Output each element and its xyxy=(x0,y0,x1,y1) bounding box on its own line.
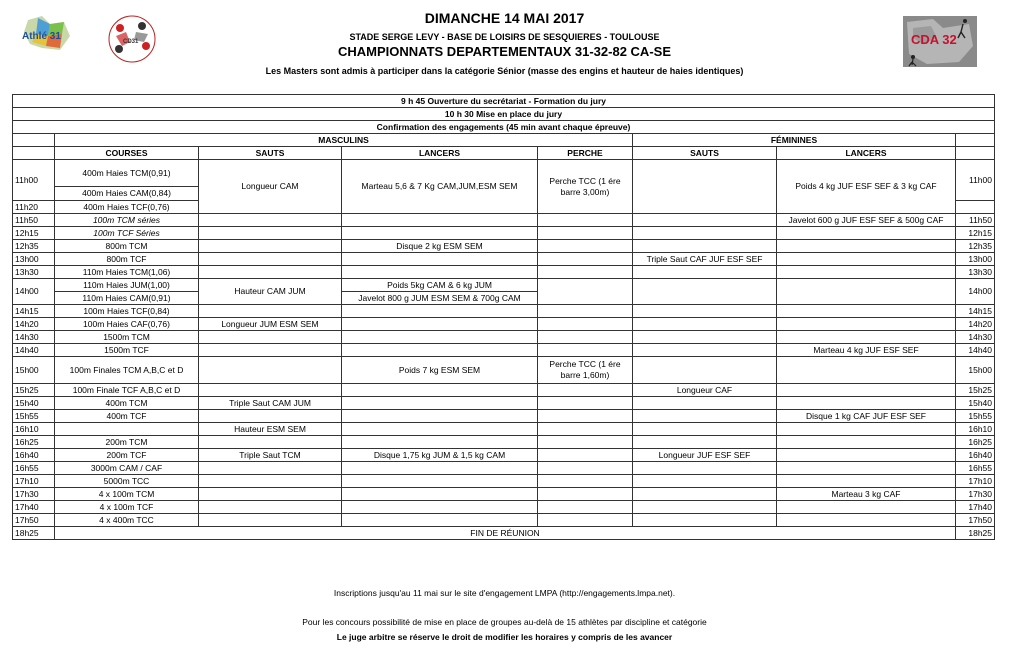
table-row xyxy=(13,240,995,253)
course-cell: 400m Haies TCM(0,91) xyxy=(55,160,199,187)
time-cell: 16h40 xyxy=(13,449,55,462)
time-cell-right: 16h10 xyxy=(956,423,995,436)
course-cell: 100m Haies TCF(0,84) xyxy=(55,305,199,318)
time-cell: 11h50 xyxy=(13,214,55,227)
col-m-lancers: LANCERS xyxy=(342,147,538,160)
time-cell: 15h40 xyxy=(13,397,55,410)
cd31-logo-text: CD31 xyxy=(123,39,139,45)
time-cell: 11h00 xyxy=(13,160,55,201)
time-cell: 14h20 xyxy=(13,318,55,331)
time-cell: 12h15 xyxy=(13,227,55,240)
time-cell-right: 14h00 xyxy=(956,279,995,305)
col-f-sauts: SAUTS xyxy=(633,147,777,160)
time-cell-right: 11h00 xyxy=(956,160,995,201)
table-row xyxy=(13,279,995,292)
col-f-lancers: LANCERS xyxy=(777,147,956,160)
col-m-sauts: SAUTS xyxy=(199,147,342,160)
time-cell: 15h25 xyxy=(13,384,55,397)
time-cell: 14h30 xyxy=(13,331,55,344)
table-row xyxy=(13,160,995,187)
preamble-jury: 10 h 30 Mise en place du jury xyxy=(13,108,995,121)
time-cell-right: 12h15 xyxy=(956,227,995,240)
cd31-logo xyxy=(106,14,158,64)
time-cell-right: 14h40 xyxy=(956,344,995,357)
time-cell-right: 17h40 xyxy=(956,501,995,514)
m-sauts-cell: Hauteur CAM JUM xyxy=(199,279,342,305)
table-row xyxy=(13,501,995,514)
time-cell: 13h00 xyxy=(13,253,55,266)
time-cell: 17h30 xyxy=(13,488,55,501)
time-cell: 14h40 xyxy=(13,344,55,357)
registration-note: Inscriptions jusqu'au 11 mai sur le site d'engagement LMPA (http://engagements.lmpa.net). xyxy=(333,588,676,598)
column-header-row xyxy=(13,147,995,160)
table-row xyxy=(13,344,995,357)
referee-note: Le juge arbitre se réserve le droit de modifier les horaires y compris de les avancer xyxy=(336,632,673,642)
col-perche: PERCHE xyxy=(538,147,633,160)
time-cell-right: 12h35 xyxy=(956,240,995,253)
time-cell: 14h00 xyxy=(13,279,55,305)
m-lancers-cell: Marteau 5,6 & 7 Kg CAM,JUM,ESM SEM xyxy=(342,160,538,214)
course-cell: 1500m TCF xyxy=(55,344,199,357)
table-row xyxy=(13,253,995,266)
table-row xyxy=(13,423,995,436)
table-row xyxy=(13,331,995,344)
m-lancers-cell: Disque 2 kg ESM SEM xyxy=(342,240,538,253)
time-cell: 15h55 xyxy=(13,410,55,423)
course-cell: 110m Haies JUM(1,00) xyxy=(55,279,199,292)
table-row xyxy=(13,397,995,410)
table-row xyxy=(13,449,995,462)
m-sauts-cell: Triple Saut CAM JUM xyxy=(199,397,342,410)
m-lancers-cell: Disque 1,75 kg JUM & 1,5 kg CAM xyxy=(342,449,538,462)
f-sauts-cell: Longueur CAF xyxy=(633,384,777,397)
time-cell-right: 15h40 xyxy=(956,397,995,410)
table-row xyxy=(13,514,995,527)
time-cell: 17h50 xyxy=(13,514,55,527)
athle31-logo xyxy=(20,14,74,54)
course-cell: 110m Haies CAM(0,91) xyxy=(55,292,199,305)
time-cell-right: 17h50 xyxy=(956,514,995,527)
preamble-secretariat: 9 h 45 Ouverture du secrétariat - Formation du jury xyxy=(13,95,995,108)
schedule-table xyxy=(12,94,995,540)
course-cell: 200m TCF xyxy=(55,449,199,462)
time-cell: 18h25 xyxy=(13,527,55,540)
group-header-row xyxy=(13,134,995,147)
time-cell-right: 14h15 xyxy=(956,305,995,318)
championship-title: CHAMPIONNATS DEPARTEMENTAUX 31-32-82 CA-SE xyxy=(338,44,671,59)
course-cell: 110m Haies TCM(1,06) xyxy=(55,266,199,279)
course-cell: 400m TCF xyxy=(55,410,199,423)
time-cell-right: 17h10 xyxy=(956,475,995,488)
course-cell: 4 x 100m TCF xyxy=(55,501,199,514)
col-courses: COURSES xyxy=(55,147,199,160)
cda32-logo-text: CDA 32 xyxy=(911,32,957,47)
f-lancers-cell: Marteau 3 kg CAF xyxy=(777,488,956,501)
table-row xyxy=(13,384,995,397)
time-cell-right: 15h55 xyxy=(956,410,995,423)
course-cell: 100m Finale TCF A,B,C et D xyxy=(55,384,199,397)
time-cell-right: 13h30 xyxy=(956,266,995,279)
course-cell: 800m TCF xyxy=(55,253,199,266)
preamble-row xyxy=(13,95,995,108)
time-cell-right: 14h30 xyxy=(956,331,995,344)
m-lancers-cell: Javelot 800 g JUM ESM SEM & 700g CAM xyxy=(342,292,538,305)
course-cell: 400m TCM xyxy=(55,397,199,410)
event-date: DIMANCHE 14 MAI 2017 xyxy=(424,10,585,26)
time-cell: 17h10 xyxy=(13,475,55,488)
group-masculins: MASCULINS xyxy=(55,134,633,147)
preamble-confirmation: Confirmation des engagements (45 min avant chaque épreuve) xyxy=(13,121,995,134)
course-cell: 400m Haies CAM(0,84) xyxy=(55,187,199,201)
table-row xyxy=(13,410,995,423)
time-cell-right: 11h50 xyxy=(956,214,995,227)
table-row xyxy=(13,475,995,488)
course-cell: 100m TCF Séries xyxy=(55,227,199,240)
course-cell: 400m Haies TCF(0,76) xyxy=(55,201,199,214)
course-cell: 100m Haies CAF(0,76) xyxy=(55,318,199,331)
course-cell: 4 x 100m TCM xyxy=(55,488,199,501)
preamble-row xyxy=(13,108,995,121)
course-cell: 3000m CAM / CAF xyxy=(55,462,199,475)
f-lancers-cell: Marteau 4 kg JUF ESF SEF xyxy=(777,344,956,357)
f-lancers-cell: Javelot 600 g JUF ESF SEF & 500g CAF xyxy=(777,214,956,227)
time-cell-right: 14h20 xyxy=(956,318,995,331)
time-cell-right: 15h25 xyxy=(956,384,995,397)
table-row xyxy=(13,436,995,449)
course-cell: 200m TCM xyxy=(55,436,199,449)
time-cell-right: 16h25 xyxy=(956,436,995,449)
course-cell: 100m Finales TCM A,B,C et D xyxy=(55,357,199,384)
time-cell: 16h55 xyxy=(13,462,55,475)
time-cell: 15h00 xyxy=(13,357,55,384)
table-row xyxy=(13,227,995,240)
group-feminines: FÉMININES xyxy=(633,134,956,147)
perche-cell: Perche TCC (1 ére barre 3,00m) xyxy=(538,160,633,214)
perche-cell: Perche TCC (1 ére barre 1,60m) xyxy=(538,357,633,384)
course-cell: 1500m TCM xyxy=(55,331,199,344)
time-cell-right: 17h30 xyxy=(956,488,995,501)
time-cell-right: 18h25 xyxy=(956,527,995,540)
time-cell: 14h15 xyxy=(13,305,55,318)
end-of-meeting: FIN DE RÉUNION xyxy=(55,527,956,540)
f-sauts-cell: Longueur JUF ESF SEF xyxy=(633,449,777,462)
time-cell: 12h35 xyxy=(13,240,55,253)
time-cell: 11h20 xyxy=(13,201,55,214)
time-cell: 13h30 xyxy=(13,266,55,279)
time-cell: 17h40 xyxy=(13,501,55,514)
table-row xyxy=(13,488,995,501)
table-row xyxy=(13,318,995,331)
course-cell: 800m TCM xyxy=(55,240,199,253)
time-cell-right: 15h00 xyxy=(956,357,995,384)
event-venue: STADE SERGE LEVY - BASE DE LOISIRS DE SESQUIERES - TOULOUSE xyxy=(349,32,660,42)
table-row xyxy=(13,462,995,475)
course-cell: 4 x 400m TCC xyxy=(55,514,199,527)
preamble-row xyxy=(13,121,995,134)
course-cell: 5000m TCC xyxy=(55,475,199,488)
athle31-logo-text: Athlé 31 xyxy=(22,31,61,42)
table-row xyxy=(13,266,995,279)
m-sauts-cell: Longueur CAM xyxy=(199,160,342,214)
groups-note: Pour les concours possibilité de mise en place de groupes au-delà de 15 athlètes par discipline et catégorie xyxy=(302,617,707,627)
f-lancers-cell: Disque 1 kg CAF JUF ESF SEF xyxy=(777,410,956,423)
m-lancers-cell: Poids 5kg CAM & 6 kg JUM xyxy=(342,279,538,292)
time-cell: 16h10 xyxy=(13,423,55,436)
m-lancers-cell: Poids 7 kg ESM SEM xyxy=(342,357,538,384)
f-lancers-cell: Poids 4 kg JUF ESF SEF & 3 kg CAF xyxy=(777,160,956,214)
m-sauts-cell: Triple Saut TCM xyxy=(199,449,342,462)
cda32-logo xyxy=(903,16,977,67)
time-cell-right: 13h00 xyxy=(956,253,995,266)
time-cell: 16h25 xyxy=(13,436,55,449)
m-sauts-cell: Longueur JUM ESM SEM xyxy=(199,318,342,331)
masters-note: Les Masters sont admis à participer dans la catégorie Sénior (masse des engins et hauteur de haies identiques) xyxy=(265,66,744,76)
time-cell-right: 16h55 xyxy=(956,462,995,475)
course-cell: 100m TCM séries xyxy=(55,214,199,227)
table-row xyxy=(13,305,995,318)
m-sauts-cell: Hauteur ESM SEM xyxy=(199,423,342,436)
table-row xyxy=(13,527,995,540)
table-row xyxy=(13,214,995,227)
table-row xyxy=(13,357,995,384)
time-cell-right: 16h40 xyxy=(956,449,995,462)
f-sauts-cell: Triple Saut CAF JUF ESF SEF xyxy=(633,253,777,266)
